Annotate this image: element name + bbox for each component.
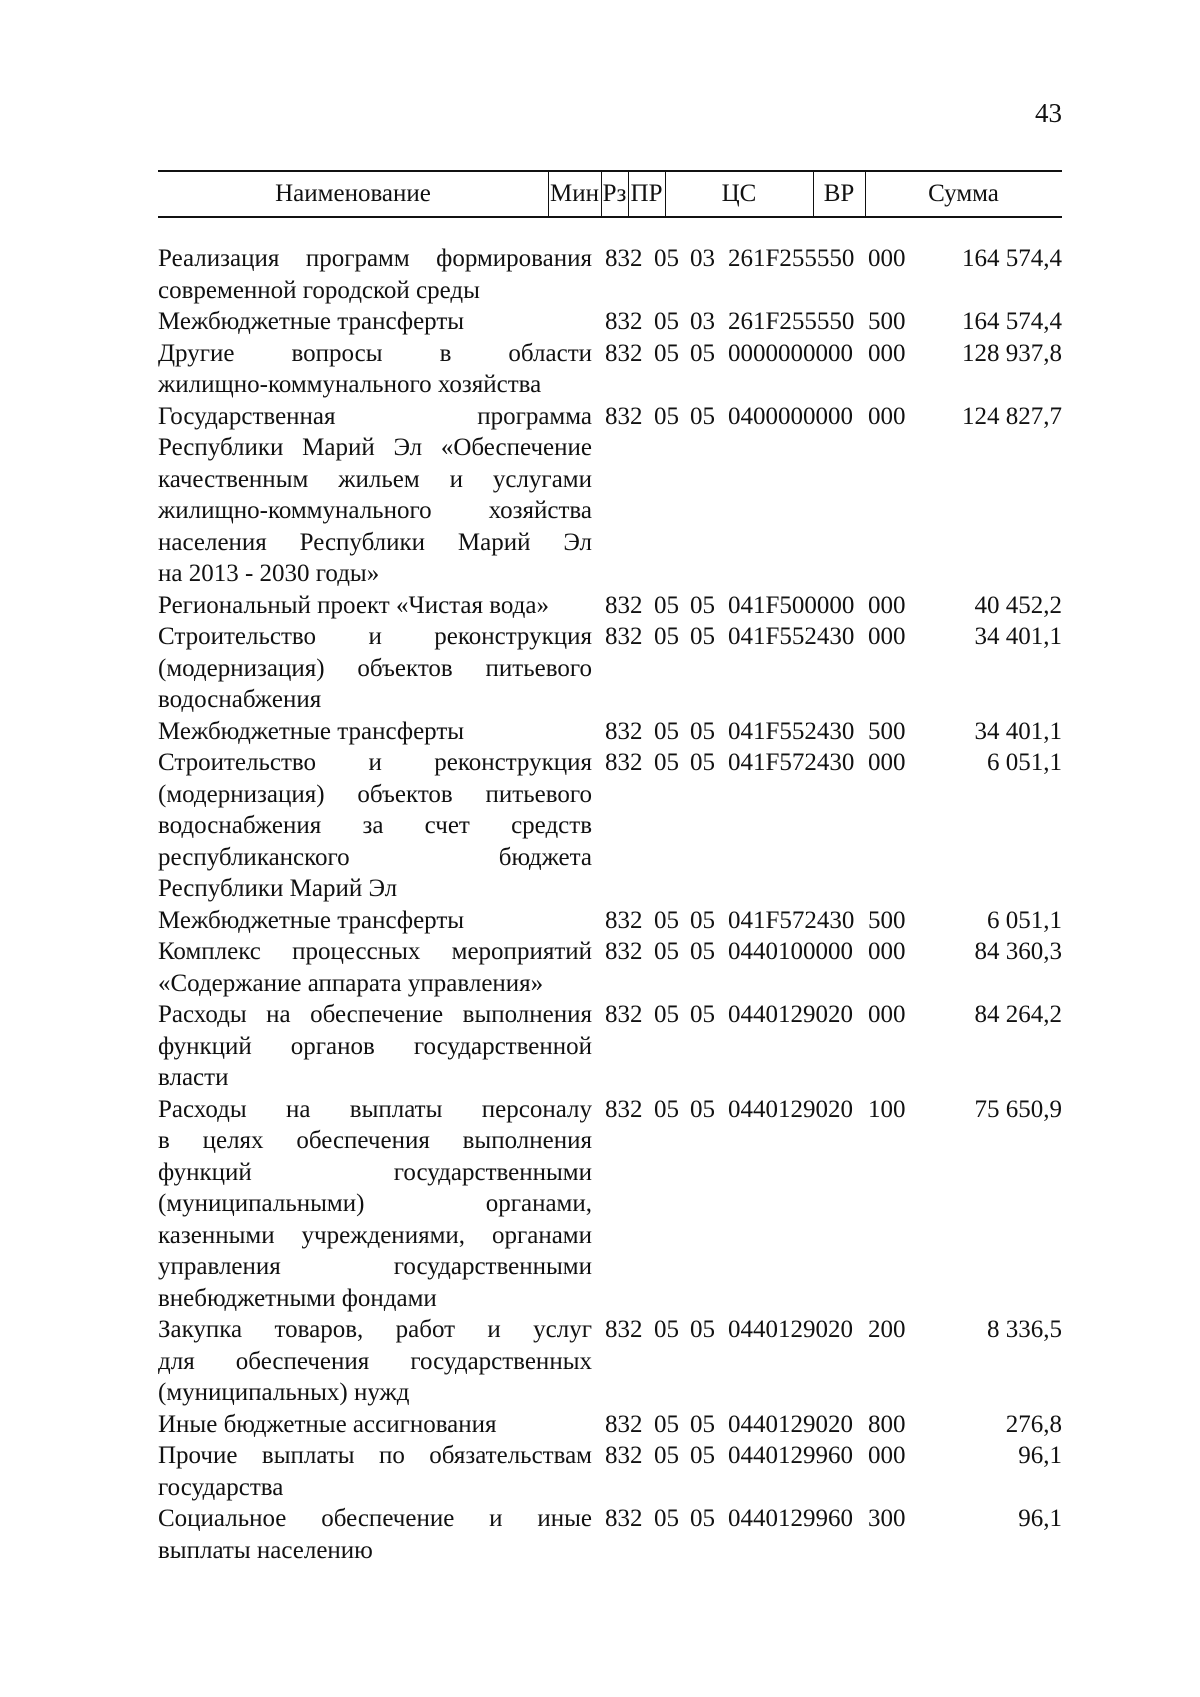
row-pr: 05 bbox=[690, 1410, 715, 1438]
row-pr: 03 bbox=[690, 245, 715, 272]
table-row bbox=[158, 1094, 1062, 1315]
row-min: 832 bbox=[605, 938, 643, 965]
row-vr: 000 bbox=[868, 245, 906, 272]
row-name-line: Закупка товаров, работ и услуг bbox=[158, 1316, 592, 1343]
row-rz: 05 bbox=[654, 1095, 679, 1123]
row-cs: 0440100000 bbox=[728, 938, 853, 965]
row-vr: 000 bbox=[868, 1442, 906, 1469]
table-row bbox=[158, 590, 1062, 622]
row-sum: 84 264,2 bbox=[974, 1001, 1062, 1028]
row-rz: 05 bbox=[654, 906, 679, 934]
row-cs: 261F255550 bbox=[728, 308, 855, 335]
row-sum: 6 051,1 bbox=[987, 749, 1062, 776]
row-name-line: Региональный проект «Чистая вода» bbox=[158, 591, 549, 619]
row-pr: 05 bbox=[690, 938, 715, 965]
row-name bbox=[158, 590, 592, 622]
header-cs: ЦС bbox=[721, 180, 757, 207]
row-min: 832 bbox=[605, 1505, 643, 1532]
row-name-line: Прочие выплаты по обязательствам bbox=[158, 1442, 592, 1469]
row-cs: 0440129020 bbox=[728, 1095, 853, 1123]
row-rz: 05 bbox=[654, 938, 679, 965]
row-name-line: жилищно-коммунального хозяйства bbox=[158, 497, 592, 524]
row-cs: 041F572430 bbox=[728, 906, 855, 934]
row-name-line: Республики Марий Эл «Обеспечение bbox=[158, 434, 592, 461]
header-vr: ВР bbox=[823, 180, 855, 207]
row-name-line: в целях обеспечения выполнения bbox=[158, 1127, 592, 1154]
row-rz: 05 bbox=[654, 591, 679, 619]
row-vr: 300 bbox=[868, 1505, 906, 1532]
table-row bbox=[158, 338, 1062, 401]
row-vr: 100 bbox=[868, 1095, 906, 1123]
row-pr: 05 bbox=[690, 749, 715, 776]
header-rz: Рз bbox=[602, 180, 627, 207]
row-name-line: Межбюджетные трансферты bbox=[158, 717, 465, 745]
row-name-line: Межбюджетные трансферты bbox=[158, 308, 465, 335]
row-sum: 34 401,1 bbox=[974, 717, 1062, 745]
row-name-line: (модернизация) объектов питьевого bbox=[158, 654, 592, 682]
row-min: 832 bbox=[605, 749, 643, 776]
row-sum: 96,1 bbox=[1018, 1505, 1062, 1532]
row-cs: 0000000000 bbox=[728, 339, 853, 367]
row-rz: 05 bbox=[654, 1001, 679, 1028]
row-name bbox=[158, 1409, 592, 1441]
row-name-line: Расходы на обеспечение выполнения bbox=[158, 1001, 592, 1028]
row-name-line: Другие вопросы в области bbox=[158, 339, 592, 367]
row-vr: 000 bbox=[868, 1001, 906, 1028]
row-name-line: Государственная программа bbox=[158, 402, 592, 430]
row-min: 832 bbox=[605, 402, 643, 430]
row-name bbox=[158, 243, 592, 306]
row-name-line: (модернизация) объектов питьевого bbox=[158, 780, 592, 808]
row-name-line: населения Республики Марий Эл bbox=[158, 528, 592, 556]
row-cs: 261F255550 bbox=[728, 245, 855, 272]
row-name bbox=[158, 1503, 592, 1566]
row-min: 832 bbox=[605, 245, 643, 272]
row-pr: 05 bbox=[690, 1001, 715, 1028]
row-name-line: Социальное обеспечение и иные bbox=[158, 1505, 592, 1532]
row-sum: 96,1 bbox=[1018, 1442, 1062, 1469]
row-name-line: Строительство и реконструкция bbox=[158, 623, 592, 650]
row-pr: 05 bbox=[690, 906, 715, 934]
row-name bbox=[158, 1314, 592, 1409]
row-pr: 05 bbox=[690, 591, 715, 619]
table-row bbox=[158, 999, 1062, 1094]
row-cs: 041F552430 bbox=[728, 717, 855, 745]
row-vr: 500 bbox=[868, 308, 906, 335]
row-min: 832 bbox=[605, 1316, 643, 1343]
row-name bbox=[158, 401, 592, 590]
row-name-line: современной городской среды bbox=[158, 276, 480, 304]
row-min: 832 bbox=[605, 1442, 643, 1469]
row-min: 832 bbox=[605, 339, 643, 367]
row-min: 832 bbox=[605, 623, 643, 650]
row-pr: 05 bbox=[690, 623, 715, 650]
table-row bbox=[158, 401, 1062, 590]
row-vr: 500 bbox=[868, 717, 906, 745]
row-rz: 05 bbox=[654, 308, 679, 335]
row-vr: 000 bbox=[868, 938, 906, 965]
row-name bbox=[158, 905, 592, 937]
row-name-line: функций государственными bbox=[158, 1158, 592, 1186]
row-name-line: Комплекс процессных мероприятий bbox=[158, 938, 592, 965]
row-name-line: выплаты населению bbox=[158, 1536, 373, 1564]
row-min: 832 bbox=[605, 1095, 643, 1123]
row-name-line: казенными учреждениями, органами bbox=[158, 1221, 592, 1249]
row-rz: 05 bbox=[654, 1442, 679, 1469]
page-number: 43 bbox=[1035, 98, 1062, 128]
row-name-line: (муниципальными) органами, bbox=[158, 1190, 592, 1217]
row-rz: 05 bbox=[654, 623, 679, 650]
row-name-line: водоснабжения за счет средств bbox=[158, 812, 592, 839]
row-name bbox=[158, 747, 592, 905]
row-sum: 124 827,7 bbox=[962, 402, 1062, 430]
row-sum: 128 937,8 bbox=[962, 339, 1062, 367]
table-header bbox=[158, 170, 1062, 218]
row-cs: 0440129020 bbox=[728, 1410, 853, 1438]
row-cs: 0440129020 bbox=[728, 1316, 853, 1343]
row-cs: 041F552430 bbox=[728, 623, 855, 650]
row-min: 832 bbox=[605, 1410, 643, 1438]
table-row bbox=[158, 621, 1062, 716]
row-name-line: «Содержание аппарата управления» bbox=[158, 969, 544, 997]
header-sum: Сумма bbox=[928, 180, 999, 207]
row-min: 832 bbox=[605, 308, 643, 335]
row-cs: 0440129960 bbox=[728, 1442, 853, 1469]
row-cs: 0440129960 bbox=[728, 1505, 853, 1532]
row-name bbox=[158, 338, 592, 401]
row-name-line: Межбюджетные трансферты bbox=[158, 906, 465, 934]
row-sum: 276,8 bbox=[1005, 1410, 1062, 1438]
header-min: Мин bbox=[550, 180, 599, 207]
row-vr: 000 bbox=[868, 402, 906, 430]
row-name-line: (муниципальных) нужд bbox=[158, 1379, 410, 1406]
row-name bbox=[158, 306, 592, 338]
header-name: Наименование bbox=[275, 180, 431, 207]
table-row bbox=[158, 1503, 1062, 1566]
row-pr: 05 bbox=[690, 402, 715, 430]
row-vr: 800 bbox=[868, 1410, 906, 1438]
row-name-line: функций органов государственной bbox=[158, 1032, 592, 1060]
row-name-line: Республики Марий Эл bbox=[158, 875, 398, 902]
row-sum: 34 401,1 bbox=[974, 623, 1062, 650]
table-body bbox=[158, 243, 1062, 1566]
row-name-line: Расходы на выплаты персоналу bbox=[158, 1095, 592, 1123]
table-row bbox=[158, 243, 1062, 306]
table-row bbox=[158, 1314, 1062, 1409]
row-name-line: Строительство и реконструкция bbox=[158, 749, 592, 776]
row-cs: 041F500000 bbox=[728, 591, 855, 619]
table-row bbox=[158, 1440, 1062, 1503]
row-rz: 05 bbox=[654, 339, 679, 367]
row-pr: 05 bbox=[690, 1442, 715, 1469]
row-vr: 200 bbox=[868, 1316, 906, 1343]
row-rz: 05 bbox=[654, 245, 679, 272]
table-row bbox=[158, 1409, 1062, 1441]
row-name bbox=[158, 936, 592, 999]
row-name bbox=[158, 1440, 592, 1503]
row-pr: 03 bbox=[690, 308, 715, 335]
row-sum: 6 051,1 bbox=[987, 906, 1062, 934]
row-name-line: качественным жильем и услугами bbox=[158, 465, 592, 493]
table-row bbox=[158, 905, 1062, 937]
row-vr: 000 bbox=[868, 623, 906, 650]
row-pr: 05 bbox=[690, 717, 715, 745]
row-rz: 05 bbox=[654, 1505, 679, 1532]
row-vr: 000 bbox=[868, 591, 906, 619]
table-row bbox=[158, 716, 1062, 748]
row-min: 832 bbox=[605, 1001, 643, 1028]
row-pr: 05 bbox=[690, 1095, 715, 1123]
row-min: 832 bbox=[605, 591, 643, 619]
row-name-line: жилищно-коммунального хозяйства bbox=[158, 371, 542, 398]
row-sum: 75 650,9 bbox=[974, 1095, 1062, 1123]
row-sum: 164 574,4 bbox=[962, 245, 1062, 272]
row-name bbox=[158, 716, 592, 748]
row-rz: 05 bbox=[654, 1410, 679, 1438]
row-name-line: внебюджетными фондами bbox=[158, 1284, 437, 1312]
row-cs: 0400000000 bbox=[728, 402, 853, 430]
table-row bbox=[158, 747, 1062, 905]
row-vr: 000 bbox=[868, 339, 906, 367]
row-min: 832 bbox=[605, 717, 643, 745]
row-name bbox=[158, 1094, 592, 1315]
row-name-line: для обеспечения государственных bbox=[158, 1347, 592, 1375]
row-sum: 84 360,3 bbox=[974, 938, 1062, 965]
row-min: 832 bbox=[605, 906, 643, 934]
row-sum: 8 336,5 bbox=[987, 1316, 1062, 1343]
row-rz: 05 bbox=[654, 717, 679, 745]
row-vr: 500 bbox=[868, 906, 906, 934]
table-row bbox=[158, 306, 1062, 338]
row-pr: 05 bbox=[690, 1316, 715, 1343]
row-cs: 0440129020 bbox=[728, 1001, 853, 1028]
row-rz: 05 bbox=[654, 402, 679, 430]
row-vr: 000 bbox=[868, 749, 906, 776]
header-pr: ПР bbox=[630, 180, 663, 207]
row-name-line: на 2013 - 2030 годы» bbox=[158, 560, 380, 587]
row-rz: 05 bbox=[654, 749, 679, 776]
row-cs: 041F572430 bbox=[728, 749, 855, 776]
row-name-line: Иные бюджетные ассигнования bbox=[158, 1410, 497, 1438]
row-sum: 40 452,2 bbox=[974, 591, 1062, 619]
row-name bbox=[158, 999, 592, 1094]
row-name-line: республиканского бюджета bbox=[158, 843, 592, 871]
row-pr: 05 bbox=[690, 339, 715, 367]
row-name-line: государства bbox=[158, 1473, 284, 1501]
row-rz: 05 bbox=[654, 1316, 679, 1343]
row-sum: 164 574,4 bbox=[962, 308, 1062, 335]
row-name-line: Реализация программ формирования bbox=[158, 245, 592, 272]
table-row bbox=[158, 936, 1062, 999]
row-name-line: власти bbox=[158, 1064, 229, 1091]
row-name-line: водоснабжения bbox=[158, 686, 322, 713]
row-name-line: управления государственными bbox=[158, 1253, 592, 1280]
row-name bbox=[158, 621, 592, 716]
row-pr: 05 bbox=[690, 1505, 715, 1532]
